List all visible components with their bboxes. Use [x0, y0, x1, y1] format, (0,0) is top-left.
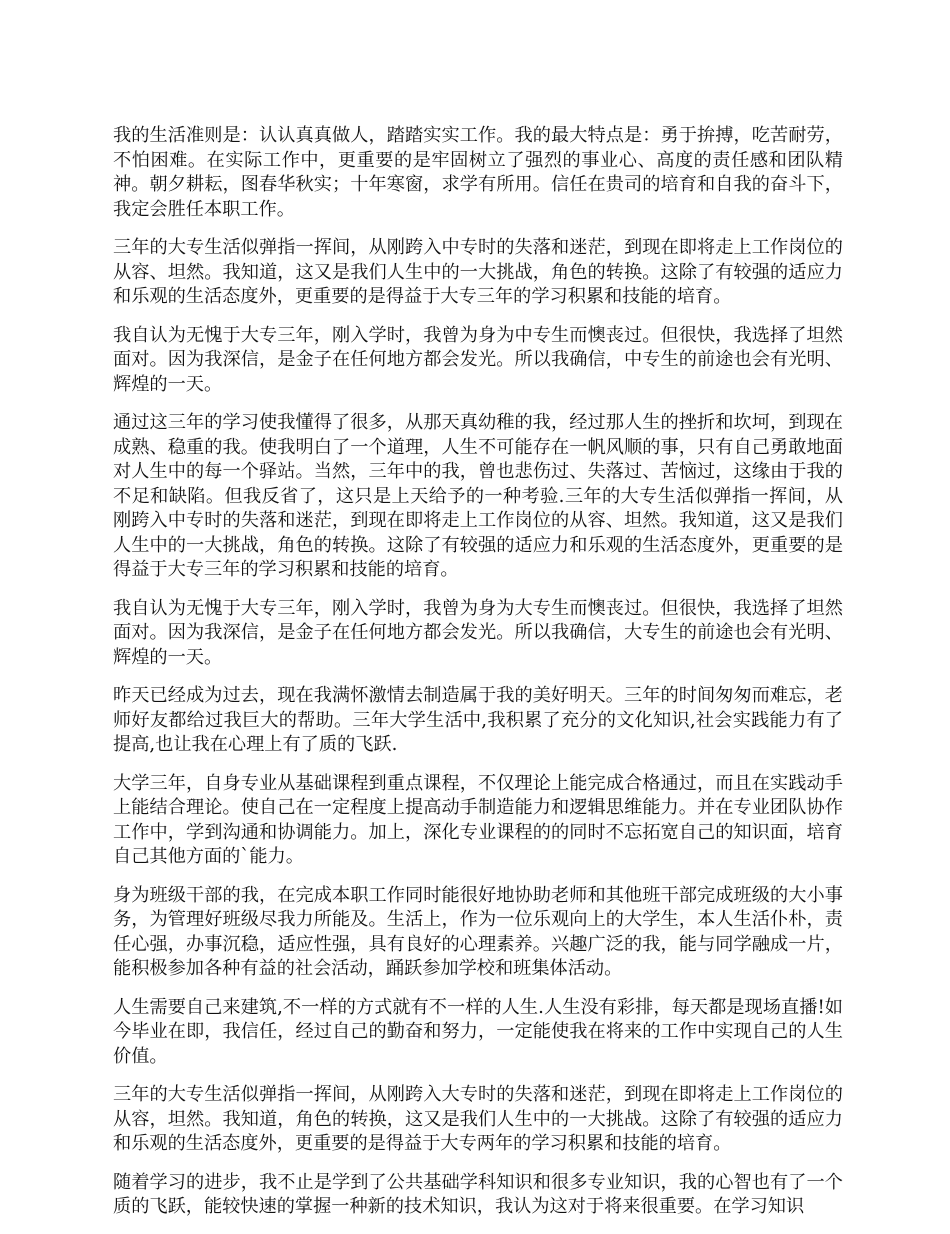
paragraph: 身为班级干部的我，在完成本职工作同时能很好地协助老师和其他班干部完成班级的大小事务，为管理好班级尽我力所能及。生活上，作为一位乐观向上的大学生，本人生活仆朴，责任心强，办事沉稳，适应性强，具有良好的心理素养。兴趣广泛的我，能与同学融成一片，能积极参加各种有益的社会活动，踊跃参加学校和班集体活动。 [113, 884, 843, 979]
paragraph: 大学三年，自身专业从基础课程到重点课程，不仅理论上能完成合格通过，而且在实践动手上能结合理论。使自己在一定程度上提高动手制造能力和逻辑思维能力。并在专业团队协作工作中，学到沟通和协调能力。加上，深化专业课程的的同时不忘拓宽自己的知识面，培育自己其他方面的`能力。 [113, 772, 843, 867]
document-body [113, 124, 843, 1234]
paragraph: 昨天已经成为过去，现在我满怀激情去制造属于我的美好明天。三年的时间匆匆而难忘，老师好友都给过我巨大的帮助。三年大学生活中,我积累了充分的文化知识,社会实践能力有了提高,也让我在心理上有了质的飞跃. [113, 685, 843, 755]
paragraph: 我自认为无愧于大专三年，刚入学时，我曾为身为中专生而懊丧过。但很快，我选择了坦然面对。因为我深信，是金子在任何地方都会发光。所以我确信，中专生的前途也会有光明、辉煌的一天。 [113, 324, 843, 395]
paragraph: 通过这三年的学习使我懂得了很多，从那天真幼稚的我，经过那人生的挫折和坎坷，到现在成熟、稳重的我。使我明白了一个道理，人生不可能存在一帆风顺的事，只有自己勇敢地面对人生中的每一个驿站。当然，三年中的我，曾也悲伤过、失落过、苦恼过，这缘由于我的不足和缺陷。但我反省了，这只是上天给予的一种考验.三年的大专生活似弹指一挥间，从刚跨入中专时的失落和迷茫，到现在即将走上工作岗位的从容、坦然。我知道，这又是我们人生中的一大挑战，角色的转换。这除了有较强的适应力和乐观的生活态度外，更重要的是得益于大专三年的学习积累和技能的培育。 [113, 412, 843, 580]
paragraph: 人生需要自己来建筑,不一样的方式就有不一样的人生.人生没有彩排，每天都是现场直播!如今毕业在即，我信任，经过自己的勤奋和努力，一定能使我在将来的工作中实现自己的人生价值。 [113, 996, 843, 1067]
paragraph: 随着学习的进步，我不止是学到了公共基础学科知识和很多专业知识，我的心智也有了一个质的飞跃，能较快速的掌握一种新的技术知识，我认为这对于将来很重要。在学习知识 [113, 1171, 843, 1217]
paragraph: 我的生活准则是：认认真真做人，踏踏实实工作。我的最大特点是：勇于拚搏，吃苦耐劳，不怕困难。在实际工作中，更重要的是牢固树立了强烈的事业心、高度的责任感和团队精神。朝夕耕耘，图春华秋实；十年寒窗，求学有所用。信任在贵司的培育和自我的奋斗下，我定会胜任本职工作。 [113, 125, 843, 220]
paragraph: 三年的大专生活似弹指一挥间，从刚跨入中专时的失落和迷茫，到现在即将走上工作岗位的从容、坦然。我知道，这又是我们人生中的一大挑战，角色的转换。这除了有较强的适应力和乐观的生活态度外，更重要的是得益于大专三年的学习积累和技能的培育。 [113, 237, 843, 307]
paragraph: 我自认为无愧于大专三年，刚入学时，我曾为身为大专生而懊丧过。但很快，我选择了坦然面对。因为我深信，是金子在任何地方都会发光。所以我确信，大专生的前途也会有光明、辉煌的一天。 [113, 597, 843, 668]
paragraph: 三年的大专生活似弹指一挥间，从刚跨入大专时的失落和迷茫，到现在即将走上工作岗位的从容，坦然。我知道，角色的转换，这又是我们人生中的一大挑战。这除了有较强的适应力和乐观的生活态度外，更重要的是得益于大专两年的学习积累和技能的培育。 [113, 1084, 843, 1154]
